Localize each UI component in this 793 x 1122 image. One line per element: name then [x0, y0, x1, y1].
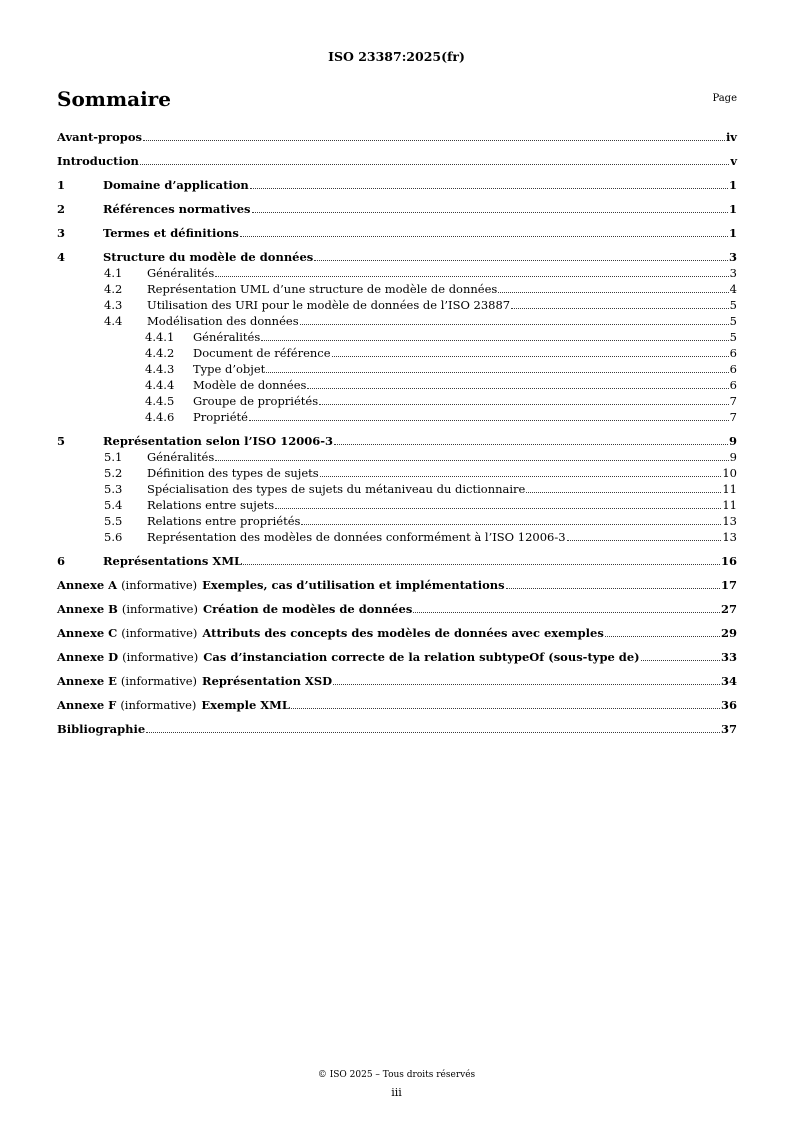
toc-entry-page: 9 — [729, 450, 737, 464]
toc-entry-4-4-5[interactable] — [57, 393, 737, 409]
toc-entry-5-1[interactable] — [57, 449, 737, 465]
toc-entry-page: 4 — [729, 282, 737, 296]
toc-entry-annex-label: Annexe C — [57, 626, 118, 640]
toc-entry-title: Termes et définitions — [103, 226, 239, 240]
toc-entry-page: 13 — [722, 530, 737, 544]
toc-entry-title: Modélisation des données — [147, 314, 299, 328]
toc-entry-number: 5.6 — [104, 530, 123, 544]
toc-entry-4-3[interactable] — [57, 297, 737, 313]
toc-entry-number: 4.2 — [104, 282, 123, 296]
dot-leader — [333, 673, 720, 685]
toc-entry-annex-label: Annexe D — [57, 650, 119, 664]
toc-entry-title: Représentation XSD — [202, 674, 333, 688]
toc-entry-number: 4.4.3 — [145, 362, 175, 376]
toc-entry-page: 5 — [729, 298, 737, 312]
toc-entry-number: 4.4.4 — [145, 378, 175, 392]
toc-entry-4-4-2[interactable] — [57, 345, 737, 361]
toc-entry-title: Utilisation des URI pour le modèle de données de l’ISO 23887 — [147, 298, 511, 312]
toc-entry-page: 29 — [720, 626, 737, 640]
toc-entry-4-4-4[interactable] — [57, 377, 737, 393]
toc-entry-annex-label: Annexe F — [57, 698, 117, 712]
dot-leader — [215, 265, 728, 277]
toc-entry-page: iv — [725, 130, 737, 144]
toc-entry-title: Généralités — [193, 330, 261, 344]
toc-entry-number: 4 — [57, 250, 66, 264]
toc-entry-page: 6 — [729, 378, 737, 392]
toc-entry-5-2[interactable] — [57, 465, 737, 481]
toc-entry-annex-status: (informative) — [120, 674, 198, 688]
dot-leader — [240, 225, 728, 237]
toc-entry-4-4-6[interactable] — [57, 409, 737, 425]
toc-entry-4-1[interactable] — [57, 265, 737, 281]
toc-entry-number: 5.3 — [104, 482, 123, 496]
toc-entry-annex-b[interactable] — [57, 601, 737, 617]
dot-leader — [146, 721, 720, 733]
toc-entry-title: Relations entre sujets — [147, 498, 275, 512]
dot-leader — [567, 529, 722, 541]
dot-leader — [319, 393, 729, 405]
toc-entry-clause-4[interactable] — [57, 249, 737, 265]
toc-entry-4-4-1[interactable] — [57, 329, 737, 345]
toc-entry-clause-2[interactable] — [57, 201, 737, 217]
dot-leader — [332, 345, 729, 357]
toc-entry-avant-propos[interactable] — [57, 129, 737, 145]
dot-leader — [140, 153, 729, 165]
toc-entry-bibliographie[interactable] — [57, 721, 737, 737]
dot-leader — [300, 313, 729, 325]
toc-entry-title: Définition des types de sujets — [147, 466, 319, 480]
toc-entry-page: 11 — [722, 498, 737, 512]
toc-entry-title: Spécialisation des types de sujets du métaniveau du dictionnaire — [147, 482, 526, 496]
dot-leader — [307, 377, 728, 389]
toc-entry-number: 5.1 — [104, 450, 123, 464]
toc-entry-page: 1 — [728, 202, 737, 216]
toc-entry-page: 34 — [720, 674, 737, 688]
toc-entry-page: 6 — [729, 346, 737, 360]
toc-entry-number: 5.2 — [104, 466, 123, 480]
toc-entry-number: 5.5 — [104, 514, 123, 528]
toc-entry-title: Représentations XML — [103, 554, 243, 568]
toc-entry-title: Domaine d’application — [103, 178, 249, 192]
toc-entry-page: 36 — [720, 698, 737, 712]
toc-entry-page: 17 — [720, 578, 737, 592]
toc-entry-page: 5 — [729, 314, 737, 328]
copyright-notice: © ISO 2025 – Tous droits réservés — [317, 1070, 476, 1080]
dot-leader — [250, 177, 728, 189]
dot-leader — [249, 409, 729, 421]
page-column-label: Page — [712, 93, 737, 104]
dot-leader — [641, 649, 720, 661]
toc-entry-number: 5 — [57, 434, 66, 448]
toc-entry-annex-d[interactable] — [57, 649, 737, 665]
toc-entry-title: Avant-propos — [57, 130, 142, 144]
dot-leader — [275, 497, 721, 509]
toc-entry-number: 4.4.1 — [145, 330, 175, 344]
toc-entry-number: 1 — [57, 178, 66, 192]
toc-entry-title: Relations entre propriétés — [147, 514, 301, 528]
toc-entry-clause-3[interactable] — [57, 225, 737, 241]
toc-entry-annex-c[interactable] — [57, 625, 737, 641]
dot-leader — [511, 297, 729, 309]
dot-leader — [301, 513, 721, 525]
toc-entry-page: 13 — [722, 514, 737, 528]
toc-entry-introduction[interactable] — [57, 153, 737, 169]
toc-entry-number: 3 — [57, 226, 66, 240]
toc-entry-annex-status: (informative) — [120, 698, 197, 712]
toc-entry-annex-a[interactable] — [57, 577, 737, 593]
toc-entry-5-5[interactable] — [57, 513, 737, 529]
toc-entry-number: 4.4.2 — [145, 346, 175, 360]
toc-entry-title: Exemple XML — [201, 698, 290, 712]
toc-entry-title: Exemples, cas d’utilisation et implémentations — [202, 578, 505, 592]
dot-leader — [506, 577, 720, 589]
toc-entry-title: Création de modèles de données — [202, 602, 413, 616]
toc-entry-5-4[interactable] — [57, 497, 737, 513]
toc-entry-number: 6 — [57, 554, 66, 568]
toc-entry-annex-e[interactable] — [57, 673, 737, 689]
toc-entry-clause-1[interactable] — [57, 177, 737, 193]
toc-entry-page: 37 — [720, 722, 737, 736]
toc-entry-annex-status: (informative) — [121, 602, 198, 616]
dot-leader — [215, 449, 728, 461]
dot-leader — [526, 481, 721, 493]
toc-entry-title: Représentation des modèles de données conformément à l’ISO 12006-3 — [147, 530, 566, 544]
toc-entry-title: Propriété — [193, 410, 248, 424]
toc-entry-title: Document de référence — [193, 346, 331, 360]
toc-entry-number: 5.4 — [104, 498, 123, 512]
toc-entry-page: 3 — [729, 266, 737, 280]
toc-entry-4-2[interactable] — [57, 281, 737, 297]
dot-leader — [320, 465, 722, 477]
toc-entry-annex-label: Annexe A — [57, 578, 118, 592]
toc-entry-4-4[interactable] — [57, 313, 737, 329]
dot-leader — [143, 129, 725, 141]
toc-entry-number: 4.4 — [104, 314, 123, 328]
toc-entry-title: Représentation UML d’une structure de modèle de données — [147, 282, 498, 296]
toc-entry-clause-5[interactable] — [57, 433, 737, 449]
toc-entry-page: 1 — [728, 178, 737, 192]
toc-entry-page: 11 — [722, 482, 737, 496]
toc-entry-annex-status: (informative) — [121, 578, 198, 592]
toc-entry-page: 5 — [729, 330, 737, 344]
toc-entry-page: v — [730, 154, 737, 168]
dot-leader — [413, 601, 720, 613]
toc-entry-page: 1 — [728, 226, 737, 240]
toc-entry-page: 6 — [729, 362, 737, 376]
toc-entry-title: Références normatives — [103, 202, 251, 216]
toc-entry-5-3[interactable] — [57, 481, 737, 497]
toc-entry-number: 2 — [57, 202, 66, 216]
toc-entry-page: 10 — [722, 466, 737, 480]
toc-entry-page: 7 — [729, 410, 737, 424]
toc-entry-annex-label: Annexe B — [57, 602, 118, 616]
toc-entry-annex-status: (informative) — [121, 626, 198, 640]
page-title: Sommaire — [57, 87, 171, 111]
toc-entry-page: 16 — [720, 554, 737, 568]
toc-entry-title: Représentation selon l’ISO 12006-3 — [103, 434, 333, 448]
table-of-contents — [57, 121, 737, 737]
dot-leader — [498, 281, 728, 293]
toc-entry-number: 4.3 — [104, 298, 123, 312]
toc-entry-title: Type d’objet — [193, 362, 266, 376]
toc-entry-title: Introduction — [57, 154, 139, 168]
dot-leader — [261, 329, 728, 341]
toc-entry-title: Modèle de données — [193, 378, 307, 392]
page-number: iii — [391, 1086, 402, 1099]
toc-entry-number: 4.4.5 — [145, 394, 175, 408]
toc-entry-annex-status: (informative) — [122, 650, 199, 664]
toc-entry-title: Généralités — [147, 450, 215, 464]
dot-leader — [252, 201, 728, 213]
toc-entry-clause-6[interactable] — [57, 553, 737, 569]
document-id-header: ISO 23387:2025(fr) — [328, 49, 465, 64]
toc-entry-4-4-3[interactable] — [57, 361, 737, 377]
toc-entry-title: Cas d’instanciation correcte de la relation subtypeOf (sous-type de) — [203, 650, 640, 664]
toc-entry-page: 33 — [720, 650, 737, 664]
dot-leader — [605, 625, 720, 637]
toc-entry-title: Généralités — [147, 266, 215, 280]
toc-entry-5-6[interactable] — [57, 529, 737, 545]
dot-leader — [266, 361, 728, 373]
toc-entry-annex-f[interactable] — [57, 697, 737, 713]
toc-entry-title: Attributs des concepts des modèles de données avec exemples — [202, 626, 604, 640]
dot-leader — [291, 697, 720, 709]
toc-entry-annex-label: Annexe E — [57, 674, 117, 688]
toc-entry-page: 27 — [720, 602, 737, 616]
dot-leader — [334, 433, 728, 445]
toc-entry-page: 9 — [728, 434, 737, 448]
dot-leader — [314, 249, 728, 261]
toc-entry-title: Groupe de propriétés — [193, 394, 319, 408]
toc-entry-number: 4.1 — [104, 266, 123, 280]
toc-entry-page: 3 — [728, 250, 737, 264]
toc-entry-number: 4.4.6 — [145, 410, 175, 424]
toc-entry-page: 7 — [729, 394, 737, 408]
toc-entry-title: Bibliographie — [57, 722, 146, 736]
toc-entry-title: Structure du modèle de données — [103, 250, 314, 264]
dot-leader — [243, 553, 720, 565]
